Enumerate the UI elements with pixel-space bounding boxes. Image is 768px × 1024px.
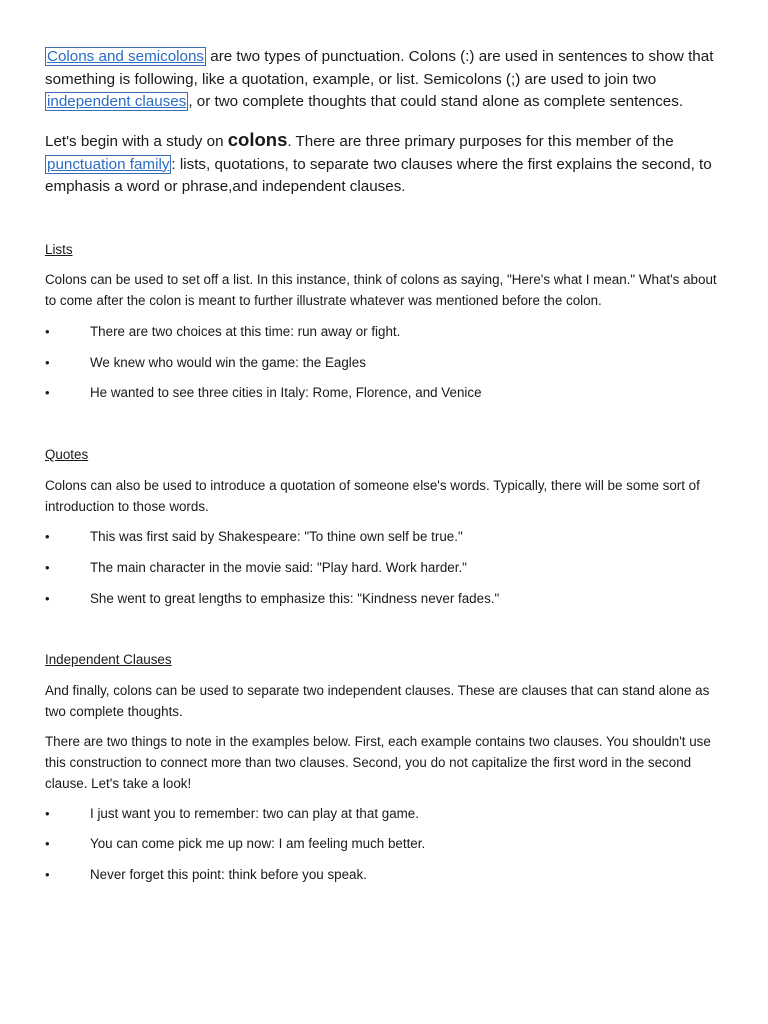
bullet-icon: •: [45, 836, 50, 851]
lists-heading: Lists: [45, 242, 73, 257]
quotes-heading: Quotes: [45, 447, 89, 462]
colons-semicolons-link[interactable]: Colons and semicolons: [47, 48, 205, 65]
bullet-icon: •: [45, 324, 50, 339]
bullet-icon: •: [45, 867, 50, 882]
intro-text-2: , or two complete thoughts that could stand alone as complete sentences.: [188, 93, 684, 111]
bullet-icon: •: [45, 355, 50, 370]
list-item-text: You can come pick me up now: I am feeling much better.: [90, 836, 426, 851]
list-item-text: She went to great lengths to emphasize this: "Kindness never fades.": [90, 591, 500, 606]
bullet-icon: •: [45, 560, 50, 575]
colons-emphasis: colons: [227, 129, 288, 150]
list-item-text: He wanted to see three cities in Italy: Rome, Florence, and Venice: [90, 385, 482, 400]
bullet-icon: •: [45, 529, 50, 544]
colons-intro-text-2: . There are three primary purposes for this member of the: [287, 133, 674, 150]
intro-paragraph: [45, 46, 725, 114]
lists-paragraph: Colons can be used to set off a list. In this instance, think of colons as saying, "Here's what I mean." What's about to come after the colon is meant to further illustrate whatever was mentioned before the colon.: [45, 272, 717, 308]
list-item-text: This was first said by Shakespeare: "To thine own self be true.": [90, 529, 463, 544]
list-item-text: We knew who would win the game: the Eagles: [90, 355, 366, 370]
punctuation-family-link[interactable]: punctuation family: [47, 155, 170, 173]
bullet-icon: •: [45, 591, 50, 606]
independent-clauses-link[interactable]: independent clauses: [47, 93, 187, 111]
colons-intro-paragraph: [45, 129, 725, 199]
list-item-text: The main character in the movie said: "Play hard. Work harder.": [90, 560, 467, 575]
independent-clauses-heading: Independent Clauses: [45, 652, 172, 667]
list-item-text: I just want you to remember: two can play at that game.: [90, 806, 419, 821]
intro-text-1: are two types of punctuation. Colons (:) are used in sentences to show that something is following, like a quotation, example, or list. Semicolons (;) are used to join two: [45, 48, 714, 88]
notes-paragraph: There are two things to note in the examples below. First, each example contains two clauses. You shouldn't use this construction to connect more than two clauses. Second, you do not capitalize the first word in the second clause. Let's take a look!: [45, 734, 711, 791]
bullet-icon: •: [45, 806, 50, 821]
list-item-text: Never forget this point: think before you speak.: [90, 867, 367, 882]
quotes-paragraph: Colons can also be used to introduce a quotation of someone else's words. Typically, there will be some sort of introduction to those words.: [45, 478, 700, 514]
list-item-text: There are two choices at this time: run away or fight.: [90, 324, 401, 339]
colons-intro-text-1: Let's begin with a study on: [45, 133, 228, 150]
colons-intro-text-3: : lists, quotations, to separate two clauses where the first explains the second, to emphasis a word or phrase,and independent clauses.: [45, 155, 712, 196]
bullet-icon: •: [45, 385, 50, 400]
independent-clauses-paragraph: And finally, colons can be used to separate two independent clauses. These are clauses that can stand alone as two complete thoughts.: [45, 683, 710, 719]
